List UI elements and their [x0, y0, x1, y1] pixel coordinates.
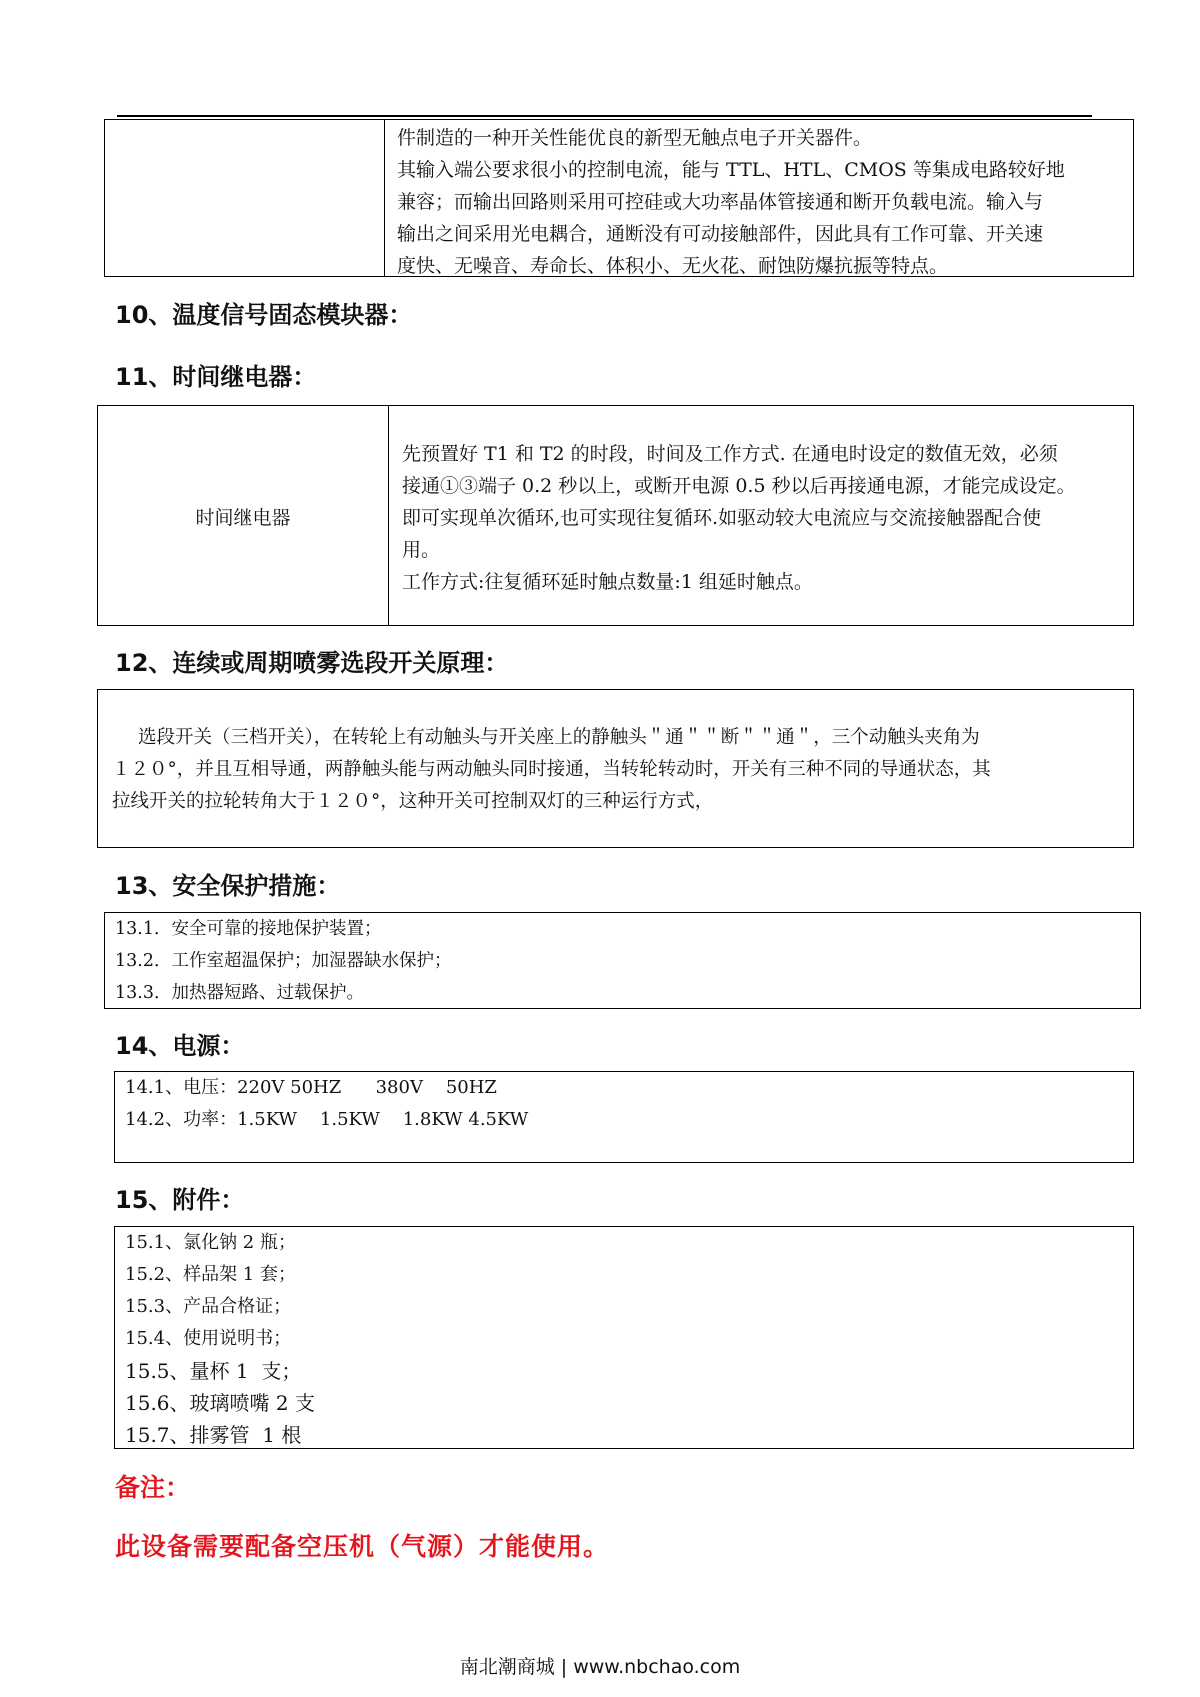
- text-line: 先预置好 T1 和 T2 的时段，时间及工作方式. 在通电时设定的数值无效，必须: [402, 443, 1058, 465]
- text-line: 用。: [402, 539, 441, 561]
- list-item: 13.1．安全可靠的接地保护装置；: [115, 919, 382, 939]
- text-line: １２０°，并且互相导通，两静触头能与两动触头同时接通，当转轮转动时，开关有三种不同的导通状态，其: [112, 759, 991, 780]
- list-item: 14.1、电压：220V 50HZ 380V 50HZ: [125, 1077, 497, 1098]
- section12-text: [112, 722, 1127, 818]
- text-line: 输出之间采用光电耦合，通断没有可动接触部件，因此具有工作可靠、开关速: [397, 223, 1044, 245]
- note-text: 此设备需要配备空压机（气源）才能使用。: [115, 1532, 610, 1561]
- footer-site-link[interactable]: 南北潮商城 | www.nbchao.com: [459, 1656, 741, 1678]
- section13-list: [115, 913, 1135, 1009]
- text-line: 接通①③端子 0.2 秒以上，或断开电源 0.5 秒以后再接通电源，才能完成设定。: [402, 475, 1076, 497]
- section11-text: [402, 438, 1132, 598]
- list-item: 15.7、排雾管 1 根: [125, 1423, 302, 1447]
- section13-box: [104, 912, 1141, 1009]
- list-item: 15.1、氯化钠 2 瓶；: [125, 1232, 296, 1253]
- section15-list: [125, 1227, 1125, 1451]
- list-item: 15.6、玻璃喷嘴 2 支: [125, 1391, 315, 1415]
- top-rule: [117, 115, 1092, 117]
- text-line: 度快、无噪音、寿命长、体积小、无火花、耐蚀防爆抗振等特点。: [397, 255, 949, 277]
- note-label: 备注：: [115, 1473, 191, 1502]
- text-line: 拉线开关的拉轮转角大于１２０°，这种开关可控制双灯的三种运行方式，: [112, 791, 714, 812]
- list-item: 13.2．工作室超温保护；加湿器缺水保护；: [115, 951, 452, 971]
- text-line: 选段开关（三档开关），在转轮上有动触头与开关座上的静触头＂通＂＂断＂＂通＂，三个动触头夹角为: [138, 727, 980, 748]
- section14-list: [125, 1072, 1125, 1136]
- section14-box: [114, 1071, 1134, 1163]
- section11-label: 时间继电器: [195, 507, 291, 529]
- section14-heading: 14、电源：: [115, 1032, 245, 1060]
- list-item: 15.5、量杯 1 支；: [125, 1359, 302, 1383]
- text-line: 其输入端公要求很小的控制电流，能与 TTL、HTL、CMOS 等集成电路较好地: [397, 159, 1065, 181]
- section10-heading: 10、温度信号固态模块器：: [115, 301, 413, 329]
- list-item: 14.2、功率：1.5KW 1.5KW 1.8KW 4.5KW: [125, 1109, 529, 1130]
- section11-heading: 11、时间继电器：: [115, 363, 317, 391]
- list-item: 13.3．加热器短路、过载保护。: [115, 983, 364, 1003]
- section11-table: [97, 405, 1134, 626]
- table-divider: [384, 120, 385, 276]
- section9-table: [104, 119, 1134, 277]
- table-divider: [388, 406, 389, 625]
- section15-box: [114, 1226, 1134, 1449]
- section9-text: [397, 122, 1132, 282]
- section12-box: [97, 689, 1134, 848]
- section12-heading: 12、连续或周期喷雾选段开关原理：: [115, 649, 509, 677]
- list-item: 15.2、样品架 1 套；: [125, 1264, 296, 1285]
- list-item: 15.3、产品合格证；: [125, 1296, 292, 1317]
- text-line: 工作方式:往复循环延时触点数量:1 组延时触点。: [402, 571, 813, 593]
- list-item: 15.4、使用说明书；: [125, 1328, 292, 1349]
- section15-heading: 15、附件：: [115, 1186, 245, 1214]
- text-line: 件制造的一种开关性能优良的新型无触点电子开关器件。: [397, 127, 873, 149]
- section13-heading: 13、安全保护措施：: [115, 872, 341, 900]
- text-line: 即可实现单次循环,也可实现往复循环.如驱动较大电流应与交流接触器配合使: [402, 507, 1042, 529]
- text-line: 兼容；而输出回路则采用可控硅或大功率晶体管接通和断开负载电流。输入与: [397, 191, 1044, 213]
